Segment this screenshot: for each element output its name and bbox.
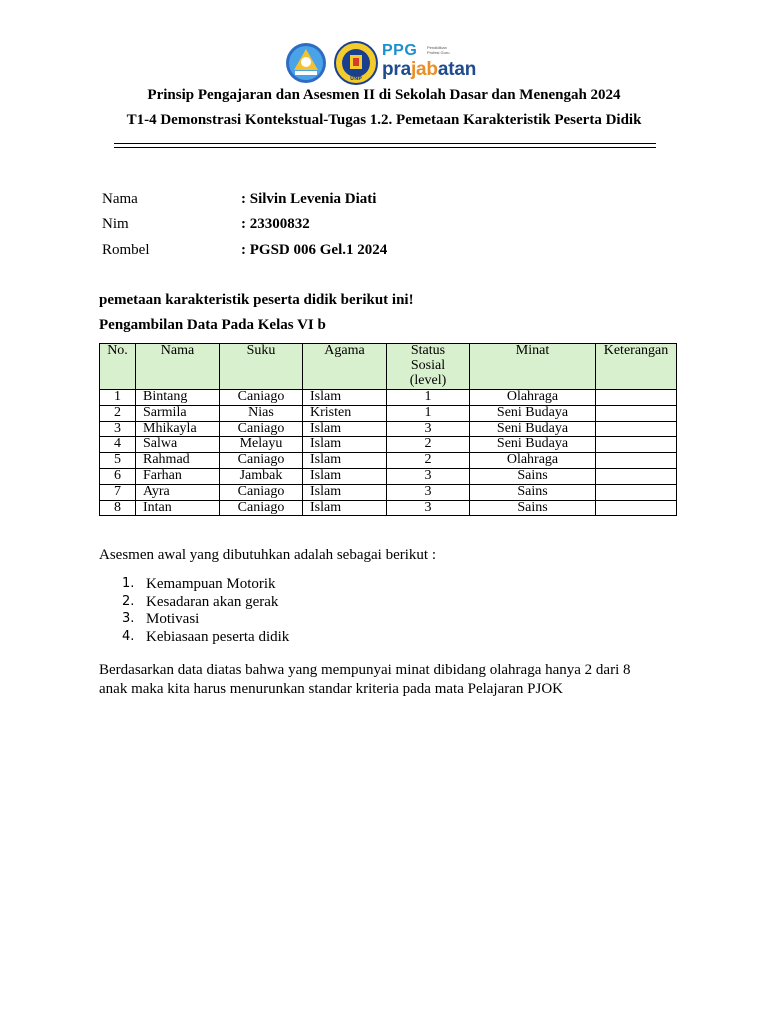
cell-nama: Bintang xyxy=(136,390,220,406)
cell-nama: Rahmad xyxy=(136,453,220,469)
cell-no: 5 xyxy=(100,453,136,469)
cell-minat: Seni Budaya xyxy=(470,405,596,421)
cell-agama: Islam xyxy=(303,437,387,453)
course-title: Prinsip Pengajaran dan Asesmen II di Sekolah Dasar dan Menengah 2024 xyxy=(147,87,621,103)
list-text: Kemampuan Motorik xyxy=(146,576,276,592)
cell-minat: Seni Budaya xyxy=(470,437,596,453)
cell-no: 6 xyxy=(100,468,136,484)
ppg-label: PPG xyxy=(382,42,418,59)
table-row xyxy=(100,484,677,500)
cell-no: 4 xyxy=(100,437,136,453)
cell-keterangan xyxy=(596,468,677,484)
cell-nama: Farhan xyxy=(136,468,220,484)
col-minat: Minat xyxy=(470,344,596,390)
col-agama: Agama xyxy=(303,344,387,390)
cell-status: 3 xyxy=(387,421,470,437)
col-no: No. xyxy=(100,344,136,390)
cell-no: 1 xyxy=(100,390,136,406)
table-header-row xyxy=(100,344,677,390)
header-divider-bottom xyxy=(114,147,656,148)
cell-suku: Melayu xyxy=(220,437,303,453)
conclusion-paragraph: Berdasarkan data diatas bahwa yang mempunyai minat dibidang olahraga hanya 2 dari 8 anak maka kita harus menurunkan standar kriteria pada mata Pelajaran PJOK xyxy=(99,662,631,697)
cell-no: 7 xyxy=(100,484,136,500)
nama-label: Nama xyxy=(102,191,138,207)
cell-suku: Caniago xyxy=(220,484,303,500)
cell-minat: Olahraga xyxy=(470,390,596,406)
cell-nama: Salwa xyxy=(136,437,220,453)
cell-agama: Islam xyxy=(303,500,387,516)
col-suku: Suku xyxy=(220,344,303,390)
list-number: 4. xyxy=(122,628,135,644)
cell-keterangan xyxy=(596,421,677,437)
cell-status: 2 xyxy=(387,453,470,469)
col-keterangan: Keterangan xyxy=(596,344,677,390)
list-text: Motivasi xyxy=(146,611,200,628)
list-number: 3. xyxy=(122,611,135,627)
rombel-label: Rombel xyxy=(102,242,150,258)
cell-minat: Sains xyxy=(470,468,596,484)
list-number: 2. xyxy=(122,593,135,609)
cell-minat: Olahraga xyxy=(470,453,596,469)
cell-minat: Sains xyxy=(470,500,596,516)
cell-suku: Jambak xyxy=(220,468,303,484)
cell-keterangan xyxy=(596,453,677,469)
assignment-title: T1-4 Demonstrasi Kontekstual-Tugas 1.2. Pemetaan Karakteristik Peserta Didik xyxy=(126,112,642,128)
section-intro: pemetaan karakteristik peserta didik berikut ini! xyxy=(99,292,414,308)
cell-no: 2 xyxy=(100,405,136,421)
table-row xyxy=(100,437,677,453)
cell-status: 3 xyxy=(387,500,470,516)
cell-keterangan xyxy=(596,390,677,406)
ppg-prajabatan-logo xyxy=(382,42,482,84)
prajabatan-label: prajabatan xyxy=(382,59,477,80)
tut-wuri-handayani-logo xyxy=(285,42,327,84)
cell-keterangan xyxy=(596,500,677,516)
cell-nama: Ayra xyxy=(136,484,220,500)
table-row xyxy=(100,500,677,516)
nim-value: : 23300832 xyxy=(241,216,310,232)
cell-agama: Islam xyxy=(303,468,387,484)
cell-status: 3 xyxy=(387,484,470,500)
cell-nama: Sarmila xyxy=(136,405,220,421)
table-row xyxy=(100,390,677,406)
cell-status: 1 xyxy=(387,405,470,421)
table-row xyxy=(100,421,677,437)
cell-agama: Islam xyxy=(303,421,387,437)
cell-no: 8 xyxy=(100,500,136,516)
cell-keterangan xyxy=(596,484,677,500)
col-status: Status Sosial (level) xyxy=(387,344,470,390)
cell-nama: Intan xyxy=(136,500,220,516)
cell-keterangan xyxy=(596,405,677,421)
table-row xyxy=(100,453,677,469)
cell-status: 1 xyxy=(387,390,470,406)
cell-nama: Mhikayla xyxy=(136,421,220,437)
cell-suku: Nias xyxy=(220,405,303,421)
list-text: Kebiasaan peserta didik xyxy=(146,628,290,645)
list-number: 1. xyxy=(122,576,135,591)
cell-agama: Islam xyxy=(303,484,387,500)
header-logos xyxy=(0,40,768,86)
list-text: Kesadaran akan gerak xyxy=(146,593,279,610)
table-row xyxy=(100,468,677,484)
table-title: Pengambilan Data Pada Kelas VI b xyxy=(99,317,326,333)
unp-logo xyxy=(334,41,378,85)
nim-label: Nim xyxy=(102,216,129,232)
cell-agama: Islam xyxy=(303,390,387,406)
cell-minat: Seni Budaya xyxy=(470,421,596,437)
col-nama: Nama xyxy=(136,344,220,390)
cell-suku: Caniago xyxy=(220,390,303,406)
student-data-table xyxy=(99,343,677,516)
cell-agama: Islam xyxy=(303,453,387,469)
cell-suku: Caniago xyxy=(220,453,303,469)
cell-status: 2 xyxy=(387,437,470,453)
cell-minat: Sains xyxy=(470,484,596,500)
header-divider-top xyxy=(114,143,656,144)
nama-value: : Silvin Levenia Diati xyxy=(241,191,377,207)
unp-abbr: UNP xyxy=(350,76,362,82)
table-row xyxy=(100,405,677,421)
ppg-tagline: Pendidikan Profesi Guru xyxy=(427,45,450,55)
cell-suku: Caniago xyxy=(220,421,303,437)
cell-status: 3 xyxy=(387,468,470,484)
rombel-value: : PGSD 006 Gel.1 2024 xyxy=(241,242,388,258)
cell-no: 3 xyxy=(100,421,136,437)
assessment-intro: Asesmen awal yang dibutuhkan adalah sebagai berikut : xyxy=(99,547,436,563)
cell-suku: Caniago xyxy=(220,500,303,516)
cell-agama: Kristen xyxy=(303,405,387,421)
cell-keterangan xyxy=(596,437,677,453)
